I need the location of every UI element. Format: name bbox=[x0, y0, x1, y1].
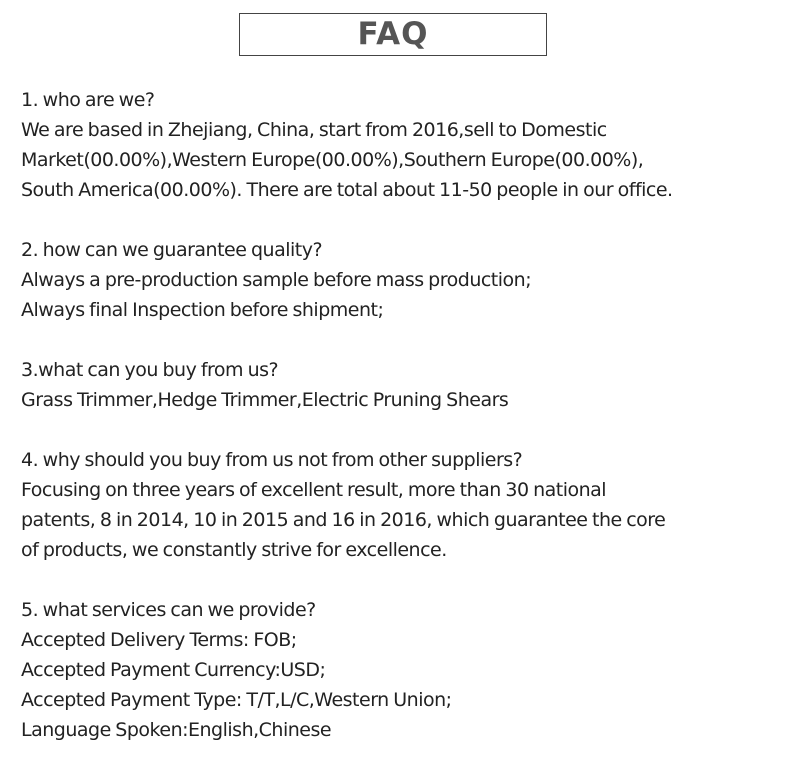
faq-item-3 bbox=[21, 355, 781, 415]
faq-answer-line: South America(00.00%). There are total about 11-50 people in our office. bbox=[21, 179, 673, 201]
faq-item-4 bbox=[21, 445, 781, 565]
faq-question: 2. how can we guarantee quality? bbox=[21, 239, 323, 261]
faq-title-box bbox=[239, 13, 547, 56]
faq-answer-line: We are based in Zhejiang, China, start from 2016,sell to Domestic bbox=[21, 119, 607, 141]
faq-answer-line: Grass Trimmer,Hedge Trimmer,Electric Pruning Shears bbox=[21, 389, 509, 411]
faq-item-1 bbox=[21, 85, 781, 205]
faq-answer-line: Always final Inspection before shipment; bbox=[21, 299, 384, 321]
faq-answer-line: Accepted Delivery Terms: FOB; bbox=[21, 629, 297, 651]
spacer bbox=[21, 415, 781, 445]
faq-answer-line: Language Spoken:English,Chinese bbox=[21, 719, 332, 741]
faq-question: 3.what can you buy from us? bbox=[21, 359, 279, 381]
spacer bbox=[21, 205, 781, 235]
faq-answer-line: Accepted Payment Type: T/T,L/C,Western Union; bbox=[21, 689, 452, 711]
faq-answer-line: Market(00.00%),Western Europe(00.00%),Southern Europe(00.00%), bbox=[21, 149, 644, 171]
faq-item-2 bbox=[21, 235, 781, 325]
faq-answer-line: Always a pre-production sample before mass production; bbox=[21, 269, 532, 291]
faq-list bbox=[21, 85, 781, 745]
spacer bbox=[21, 565, 781, 595]
faq-answer-line: of products, we constantly strive for excellence. bbox=[21, 539, 447, 561]
faq-answer-line: Focusing on three years of excellent result, more than 30 national bbox=[21, 479, 607, 501]
faq-question: 5. what services can we provide? bbox=[21, 599, 316, 621]
page-title: FAQ bbox=[357, 16, 429, 52]
faq-answer-line: Accepted Payment Currency:USD; bbox=[21, 659, 326, 681]
faq-item-5 bbox=[21, 595, 781, 745]
faq-question: 1. who are we? bbox=[21, 89, 155, 111]
spacer bbox=[21, 325, 781, 355]
faq-answer-line: patents, 8 in 2014, 10 in 2015 and 16 in 2016, which guarantee the core bbox=[21, 509, 666, 531]
faq-question: 4. why should you buy from us not from other suppliers? bbox=[21, 449, 523, 471]
